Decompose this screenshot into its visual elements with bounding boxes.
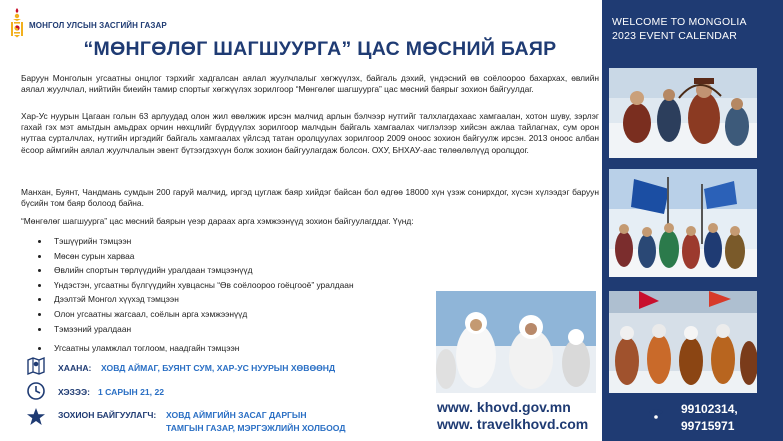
- list-item: Тэшүүрийн тэмцээн: [36, 234, 406, 249]
- phone-number-2[interactable]: 99715971: [681, 419, 735, 433]
- phone-number-1[interactable]: 99102314,: [681, 402, 738, 416]
- attendance-paragraph: Манхан, Буянт, Чандмань сумдын 200 гаруй малчид, иргэд цуглаж баяр хийдэг байсан бол өдгөө 18000 хүн үзэж сонирхдог, хүсэн хүлээдэг баруун бүсийн том баяр болоод байна.: [21, 187, 599, 209]
- photo-white-costumes: [436, 291, 596, 393]
- page-title: “МӨНГӨЛӨГ ШАГШУУРГА” ЦАС МӨСНИЙ БАЯР: [83, 38, 557, 60]
- organizer-line2: ТАМГЫН ГАЗАР, МЭРГЭЖЛИЙН ХОЛБООД: [166, 423, 346, 433]
- date-value: 1 САРЫН 21, 22: [98, 387, 164, 397]
- photo-ethnic-costumes: [609, 291, 757, 393]
- banner-calendar: 2023 EVENT CALENDAR: [612, 30, 737, 42]
- website-link-travelkhovd[interactable]: www. travelkhovd.com: [437, 416, 589, 432]
- events-list: [36, 234, 406, 356]
- phone-icon: [648, 407, 664, 421]
- date-label: ХЭЗЭЭ:: [58, 387, 90, 397]
- list-item: Үндэстэн, угсаатны бүлгүүдийн хувцасны “Өв соёлоороо гоёцгооё” уралдаан: [36, 278, 406, 293]
- government-name: МОНГОЛ УЛСЫН ЗАСГИЙН ГАЗАР: [29, 21, 167, 30]
- list-item: Угсаатны уламжлал тоглоом, наадгайн тэмцээн: [36, 341, 406, 356]
- photo-parade: [609, 169, 757, 277]
- clock-icon: [26, 381, 46, 401]
- location-label: ХААНА:: [58, 363, 92, 373]
- list-item: Өвлийн спортын төрлүүдийн уралдаан тэмцээнүүд: [36, 263, 406, 278]
- photo-archery-festival: [609, 68, 757, 158]
- organizer-line1: ХОВД АЙМГИЙН ЗАСАГ ДАРГЫН: [166, 410, 307, 420]
- website-link-khovd-gov[interactable]: www. khovd.gov.mn: [437, 399, 571, 415]
- list-item: Мөсөн сурын харваа: [36, 249, 406, 264]
- soyombo-emblem-icon: [10, 8, 24, 38]
- list-item: Тэмээний уралдаан: [36, 322, 406, 337]
- banner-welcome: WELCOME TO MONGOLIA: [612, 16, 747, 28]
- events-intro-paragraph: “Мөнгөлөг шагшуурга” цас мөсний баярын үеэр дараах арга хэмжээнүүд зохион байгуулагддаг. Үүнд:: [21, 216, 414, 226]
- intro-paragraph: Баруун Монголын угсаатны онцлог тэрхийг хадгалсан аялал жуулчлалыг хөгжүүлэх, байгаль дэхий, үндэсний өв соёлоороо бахархах, өвлийн аялал жуулчлал, нийтийн биеийн тамир спортыг хөгжүүлэх зорилгоор “Мөнгөлөг шагшуурга” цас мөсний баярыг зохион байгуулдаг.: [21, 73, 599, 95]
- star-icon: [26, 407, 46, 427]
- list-item: Дээлтэй Монгол хүүхэд тэмцээн: [36, 292, 406, 307]
- organizer-label: ЗОХИОН БАЙГУУЛАГЧ:: [58, 410, 157, 420]
- map-icon: [26, 356, 46, 376]
- history-paragraph: Хар-Ус нуурын Цагаан голын 63 арлуудад олон жил өвөлжиж ирсэн малчид арлын бэлчээр нутгийг талхлагдахаас хамгаалан, хотон шуву, зэрлэг гахай гэх мэт амьтдын амьдрах орчин нөхцлийг бүрдүүлэх зорилгоор малчдын байгаль хамгаалах чиглэлээр хийсэн ажлаа тайлагнах, сум орон нутгаа сурталчлах, нутгийн иргэдийг байгаль хамгаалах үйлсэд татан оролцуулах зорилгоор 2009 оноос зохион байгуулж ирсэн. 2013 оноос албан ёсоор аймгийн аялал жуулчлалын эвент бүтээгдэхүүн болж зохион байгуулагдаж болсон. ОХУ, БНХАУ-аас төлөөлөлүүд оролцдог.: [21, 111, 599, 155]
- location-value: ХОВД АЙМАГ, БУЯНТ СУМ, ХАР-УС НУУРЫН ХӨВӨӨНД: [101, 363, 336, 373]
- list-item: Олон угсаатны жагсаал, соёлын арга хэмжээнүүд: [36, 307, 406, 322]
